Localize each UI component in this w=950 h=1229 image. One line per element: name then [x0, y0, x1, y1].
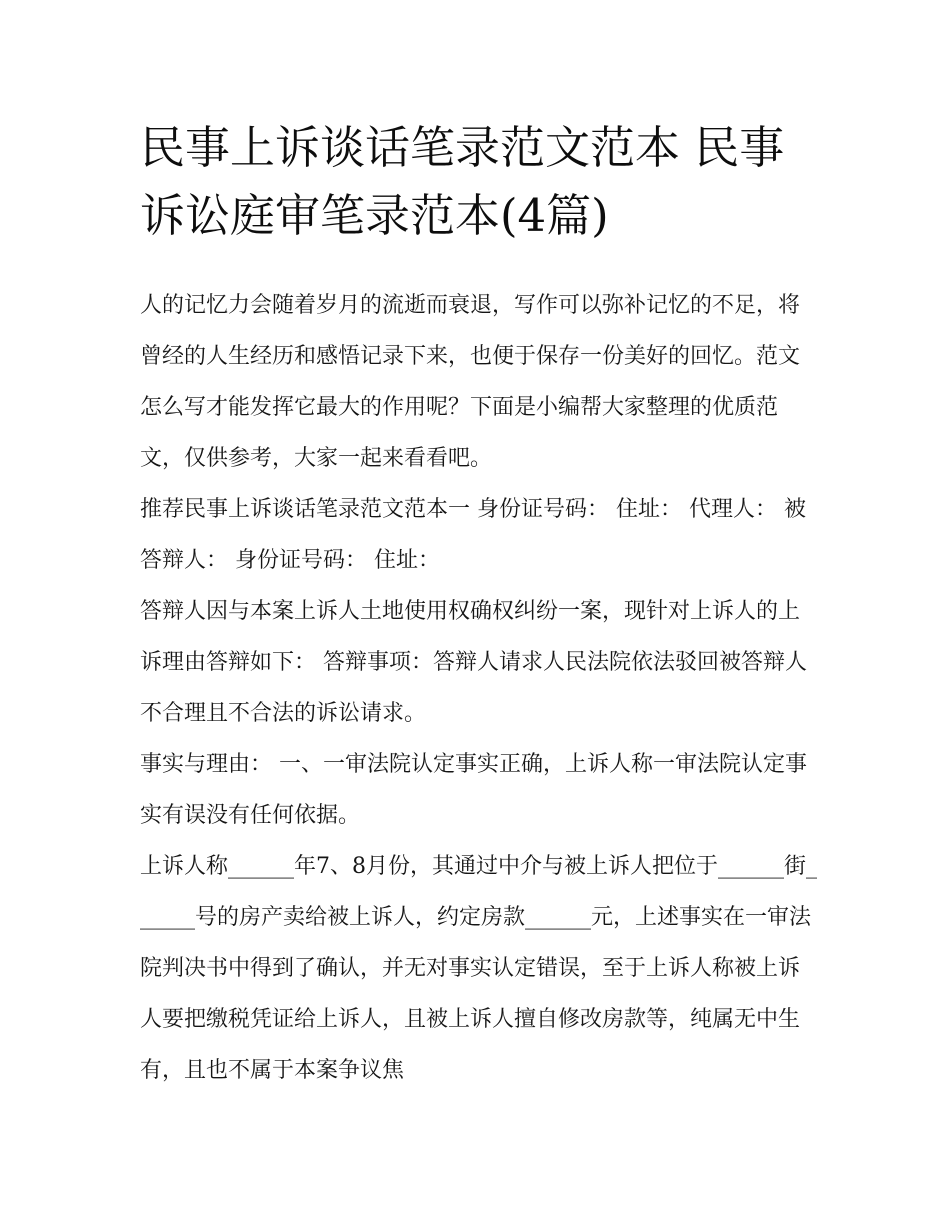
defense-paragraph: 答辩人因与本案上诉人土地使用权确权纠纷一案，现针对上诉人的上诉理由答辩如下： 答辩事项：答辩人请求人民法院依法驳回被答辩人不合理且不合法的诉讼请求。: [140, 599, 807, 726]
facts-reasons-paragraph: 事实与理由： 一、一审法院认定事实正确，上诉人称一审法院认定事实有误没有任何依据。: [140, 752, 807, 828]
document-body: [140, 280, 820, 1096]
appellant-claim-paragraph: 上诉人称______年7、8月份，其通过中介与被上诉人把位于______街______号的房产卖给被上诉人，约定房款______元，上述事实在一审法院判决书中得到了确认，并无对事实认定错误，至于上诉人称被上诉人要把缴税凭证给上诉人，且被上诉人擅自修改房款等，纯属无中生有，且也不属于本案争议焦: [140, 854, 817, 1083]
document-title: 民事上诉谈话笔录范文范本 民事诉讼庭审笔录范本(4篇): [140, 121, 785, 242]
party-info-paragraph: 推荐民事上诉谈话笔录范文范本一 身份证号码： 住址： 代理人： 被答辩人： 身份证号码： 住址：: [140, 497, 806, 573]
intro-paragraph: 人的记忆力会随着岁月的流逝而衰退，写作可以弥补记忆的不足，将曾经的人生经历和感悟记录下来，也便于保存一份美好的回忆。范文怎么写才能发挥它最大的作用呢？下面是小编帮大家整理的优质范文，仅供参考，大家一起来看看吧。: [140, 293, 801, 471]
